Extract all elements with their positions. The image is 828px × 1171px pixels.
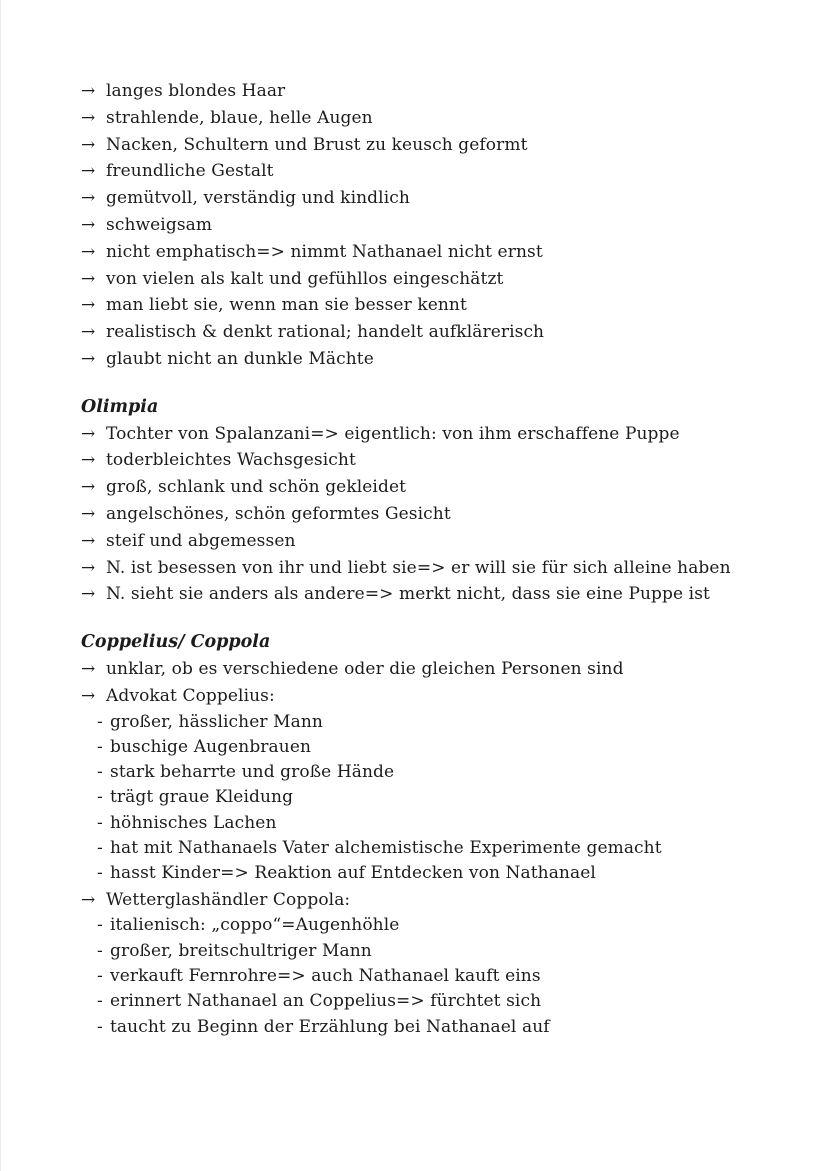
note-line [81,212,773,239]
note-line [81,266,773,293]
arrow-bullet-icon: → [81,658,96,679]
note-subtext: großer, breitschultriger Mann [110,940,372,961]
note-line [81,581,773,608]
arrow-bullet-icon: → [81,214,96,235]
note-line [81,656,773,683]
arrow-bullet-icon: → [81,348,96,369]
note-text: steif und abgemessen [106,530,296,551]
arrow-bullet-icon: → [81,503,96,524]
note-subtext: hat mit Nathanaels Vater alchemistische Experimente gemacht [110,838,662,859]
note-subline [81,836,773,861]
note-text: groß, schlank und schön gekleidet [106,477,407,498]
note-subtext: taucht zu Beginn der Erzählung bei Nathanael auf [110,1016,550,1037]
note-text: Tochter von Spalanzani=> eigentlich: von ihm erschaffene Puppe [106,423,680,444]
note-subline [81,913,773,938]
dash-bullet-icon: - [97,762,103,783]
arrow-bullet-icon: → [81,530,96,551]
note-line [81,683,773,710]
arrow-bullet-icon: → [81,423,96,444]
note-line [81,346,773,373]
arrow-bullet-icon: → [81,241,96,262]
note-text: strahlende, blaue, helle Augen [106,107,373,128]
arrow-bullet-icon: → [81,322,96,343]
note-subline [81,710,773,735]
arrow-bullet-icon: → [81,161,96,182]
note-subtext: stark beharrte und große Hände [110,762,395,783]
note-line [81,528,773,555]
note-line [81,319,773,346]
arrow-bullet-icon: → [81,477,96,498]
note-line [81,185,773,212]
note-subtext: großer, hässlicher Mann [110,711,323,732]
note-subtext: höhnisches Lachen [110,812,277,833]
note-subline [81,760,773,785]
note-line [81,474,773,501]
note-text: freundliche Gestalt [106,161,274,182]
note-subline [81,1015,773,1040]
note-line [81,501,773,528]
arrow-bullet-icon: → [81,450,96,471]
note-subtext: erinnert Nathanael an Coppelius=> fürchtet sich [110,991,542,1012]
arrow-bullet-icon: → [81,557,96,578]
note-subline [81,861,773,886]
arrow-bullet-icon: → [81,584,96,605]
arrow-bullet-icon: → [81,188,96,209]
note-text: N. sieht sie anders als andere=> merkt nicht, dass sie eine Puppe ist [106,584,710,605]
dash-bullet-icon: - [97,863,103,884]
note-subline [81,811,773,836]
note-text: Wetterglashändler Coppola: [106,889,351,910]
note-text: Nacken, Schultern und Brust zu keusch geformt [106,134,528,155]
note-subline [81,735,773,760]
note-subtext: hasst Kinder=> Reaktion auf Entdecken von Nathanael [110,863,596,884]
dash-bullet-icon: - [97,838,103,859]
note-line [81,78,773,105]
note-subtext: buschige Augenbrauen [110,736,312,757]
note-text: man liebt sie, wenn man sie besser kennt [106,295,467,316]
section-heading: Coppelius/ Coppola [81,632,271,653]
arrow-bullet-icon: → [81,295,96,316]
note-line [81,158,773,185]
note-line [81,239,773,266]
note-text: unklar, ob es verschiedene oder die gleichen Personen sind [106,658,624,679]
section-heading: Olimpia [81,396,159,417]
note-text: toderbleichtes Wachsgesicht [106,450,356,471]
note-text: Advokat Coppelius: [106,685,275,706]
note-subline [81,989,773,1014]
note-text: nicht emphatisch=> nimmt Nathanael nicht ernst [106,241,543,262]
notes-content [81,78,773,1040]
note-subtext: italienisch: „coppo“=Augenhöhle [110,915,400,936]
note-subtext: verkauft Fernrohre=> auch Nathanael kauft eins [110,966,541,986]
dash-bullet-icon: - [97,711,103,732]
dash-bullet-icon: - [97,787,103,808]
dash-bullet-icon: - [97,991,103,1012]
dash-bullet-icon: - [97,1016,103,1037]
dash-bullet-icon: - [97,915,103,936]
note-text: angelschönes, schön geformtes Gesicht [106,503,451,524]
note-line [81,105,773,132]
note-line [81,292,773,319]
dash-bullet-icon: - [97,966,103,986]
note-subline [81,964,773,989]
note-text: N. ist besessen von ihr und liebt sie=> er will sie für sich alleine haben [106,557,731,578]
arrow-bullet-icon: → [81,889,96,910]
note-line [81,421,773,448]
note-line [81,132,773,159]
note-line [81,887,773,914]
dash-bullet-icon: - [97,736,103,757]
arrow-bullet-icon: → [81,81,96,101]
dash-bullet-icon: - [97,812,103,833]
note-line [81,447,773,474]
note-text: von vielen als kalt und gefühllos eingeschätzt [106,268,504,289]
arrow-bullet-icon: → [81,134,96,155]
note-text: realistisch & denkt rational; handelt aufklärerisch [106,322,545,343]
note-line [81,555,773,582]
note-text: glaubt nicht an dunkle Mächte [106,348,374,369]
arrow-bullet-icon: → [81,685,96,706]
note-subtext: trägt graue Kleidung [110,787,294,808]
note-text: schweigsam [106,214,213,235]
note-subline [81,939,773,964]
note-subline [81,785,773,810]
arrow-bullet-icon: → [81,107,96,128]
arrow-bullet-icon: → [81,268,96,289]
note-text: gemütvoll, verständig und kindlich [106,188,410,209]
dash-bullet-icon: - [97,940,103,961]
note-text: langes blondes Haar [106,81,286,101]
